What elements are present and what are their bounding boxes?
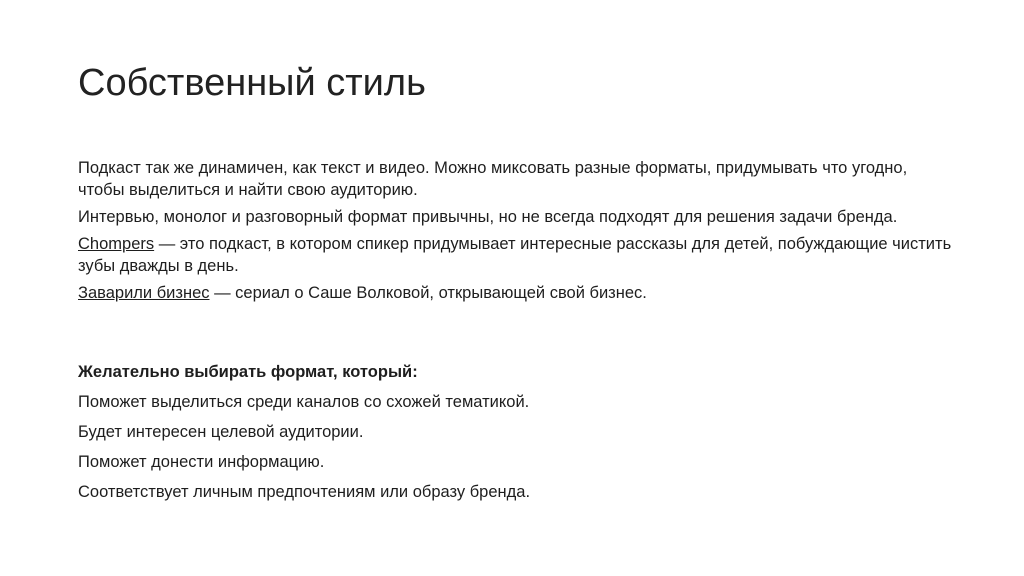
paragraph-zavarili-biznes bbox=[78, 282, 958, 304]
paragraph-podcast-dynamic: Подкаст так же динамичен, как текст и видео. Можно миксовать разные форматы, придумывать что угодно, чтобы выделиться и найти свою аудиторию. bbox=[78, 159, 908, 199]
list-item: Соответствует личным предпочтениям или образу бренда. bbox=[78, 483, 531, 501]
slide-title: Собственный стиль bbox=[78, 62, 426, 104]
zavarili-biznes-link[interactable]: Заварили бизнес bbox=[78, 284, 210, 302]
list-heading: Желательно выбирать формат, который: bbox=[78, 363, 418, 381]
chompers-description: — это подкаст, в котором спикер придумывает интересные рассказы для детей, побуждающие чистить зубы дважды в день. bbox=[78, 235, 952, 275]
list-item: Поможет донести информацию. bbox=[78, 453, 325, 471]
list-item: Будет интересен целевой аудитории. bbox=[78, 423, 364, 441]
zavarili-biznes-description: — сериал о Саше Волковой, открывающей свой бизнес. bbox=[209, 284, 647, 302]
paragraph-interview-formats: Интервью, монолог и разговорный формат привычны, но не всегда подходят для решения задачи бренда. bbox=[78, 208, 898, 226]
chompers-link[interactable]: Chompers bbox=[78, 235, 155, 253]
list-item: Поможет выделиться среди каналов со схожей тематикой. bbox=[78, 393, 530, 411]
paragraph-chompers bbox=[78, 233, 958, 277]
slide-body bbox=[78, 157, 958, 511]
spacer bbox=[78, 309, 958, 361]
